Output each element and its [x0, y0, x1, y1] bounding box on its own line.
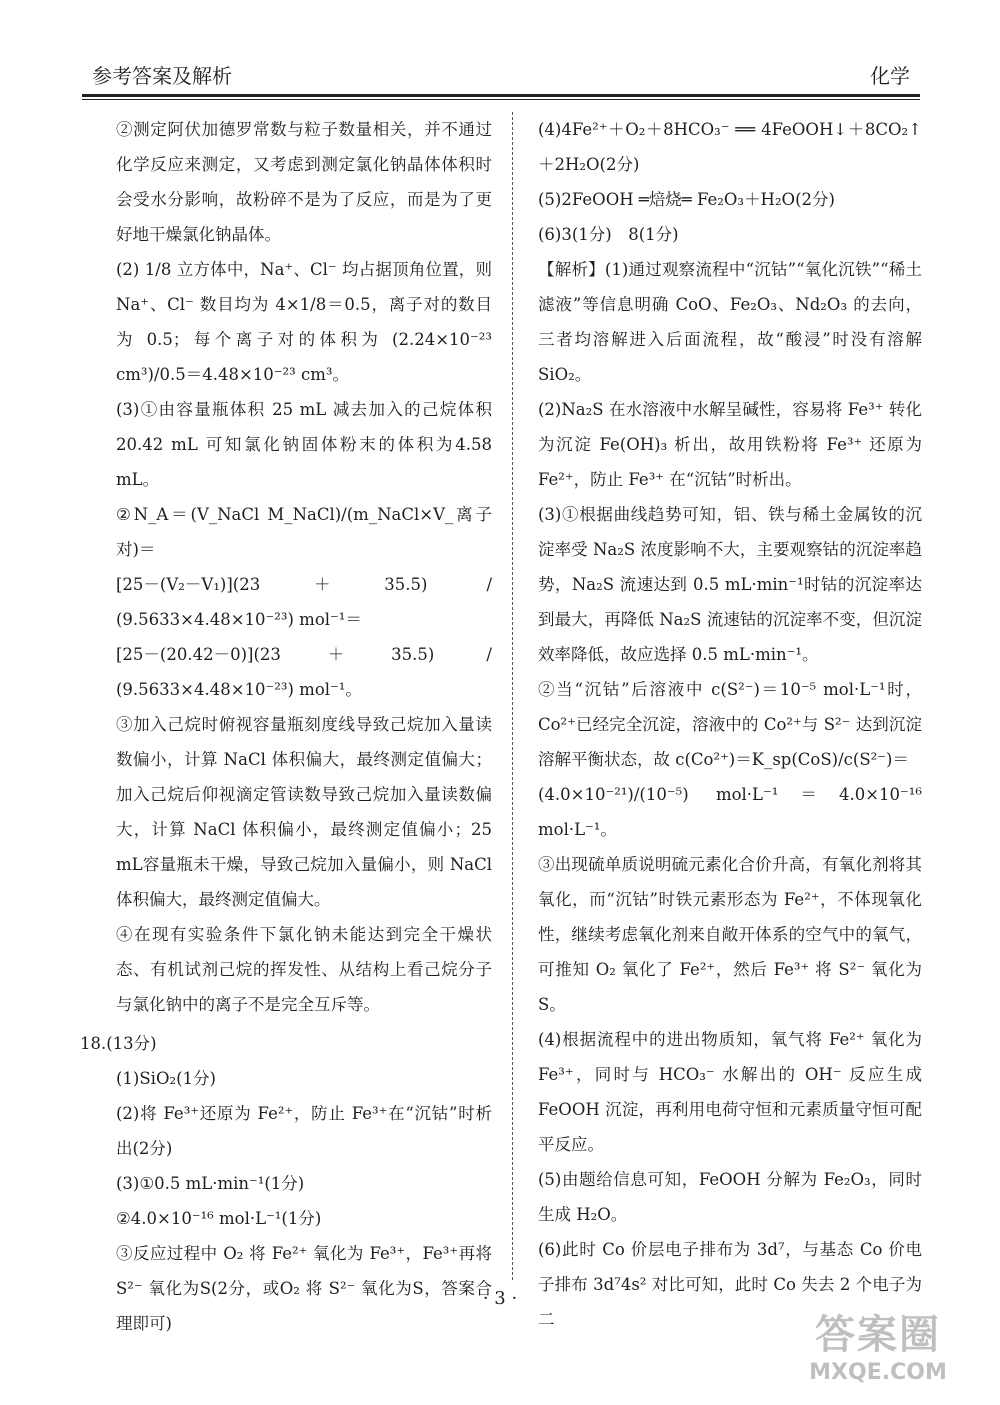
answer-item: ③反应过程中 O₂ 将 Fe²⁺ 氧化为 Fe³⁺，Fe³⁺再将 S²⁻ 氧化为S(2分，或O₂ 将 S²⁻ 氧化为S，答案合理即可) — [116, 1244, 492, 1333]
analysis-paragraph: ②当“沉钴”后溶液中 c(S²⁻)＝10⁻⁵ mol·L⁻¹时，Co²⁺已经完全沉淀，溶液中的 Co²⁺与 S²⁻ 达到沉淀溶解平衡状态，故 c(Co²⁺)＝K_sp(CoS)/c(S²⁻)＝ — [538, 680, 922, 769]
paragraph: ②测定阿伏加德罗常数与粒子数量相关，并不通过化学反应来测定，又考虑到测定氯化钠晶体体积时会受水分影响，故粉碎不是为了反应，而是为了更好地干燥氯化钠晶体。 — [116, 120, 492, 244]
header-subject: 化学 — [870, 64, 910, 88]
formula: [25－(V₂－V₁)](23＋35.5) / (9.5633×4.48×10⁻²³) mol⁻¹＝ — [116, 575, 492, 629]
analysis-paragraph: (4)根据流程中的进出物质知，氧气将 Fe²⁺ 氧化为 Fe³⁺，同时与 HCO₃⁻ 水解出的 OH⁻ 反应生成 FeOOH 沉淀，再利用电荷守恒和元素质量守恒可配平反应。 — [538, 1030, 922, 1154]
watermark-logo: 答案圈 — [815, 1312, 941, 1358]
formula: [25－(20.42－0)](23＋35.5) / (9.5633×4.48×10⁻²³) mol⁻¹。 — [116, 645, 492, 699]
answer-item: (6)3(1分) 8(1分) — [538, 225, 679, 244]
answer-item: ②4.0×10⁻¹⁶ mol·L⁻¹(1分) — [116, 1209, 322, 1228]
answer-item: (2)将 Fe³⁺还原为 Fe²⁺，防止 Fe³⁺在“沉钴”时析出(2分) — [116, 1104, 492, 1158]
answer-item: (4)4Fe²⁺＋O₂＋8HCO₃⁻ ══ 4FeOOH↓＋8CO₂↑＋2H₂O(2分) — [538, 120, 922, 174]
paragraph: ④在现有实验条件下氯化钠未能达到完全干燥状态、有机试剂己烷的挥发性、从结构上看己烷分子与氯化钠中的离子不是完全互斥等。 — [116, 925, 492, 1014]
question-heading: 18.(13分) — [80, 1034, 157, 1053]
analysis-paragraph: (5)由题给信息可知，FeOOH 分解为 Fe₂O₃，同时生成 H₂O。 — [538, 1170, 922, 1224]
paragraph: ③加入己烷时俯视容量瓶刻度线导致己烷加入量读数偏小，计算 NaCl 体积偏大，最终测定值偏大；加入己烷后仰视滴定管读数导致己烷加入量读数偏大，计算 NaCl 体积偏小，最终测定值偏小；25 mL容量瓶未干燥，导致己烷加入量偏小，则 NaCl 体积偏大，最终测定值偏大。 — [116, 715, 492, 909]
header-title: 参考答案及解析 — [92, 64, 232, 88]
paragraph: (3)①由容量瓶体积 25 mL 减去加入的己烷体积 20.42 mL 可知氯化钠固体粉末的体积为4.58 mL。 — [116, 400, 492, 489]
answer-item: (3)①0.5 mL·min⁻¹(1分) — [116, 1174, 305, 1193]
answer-item: (1)SiO₂(1分) — [116, 1069, 216, 1088]
analysis-paragraph: (2)Na₂S 在水溶液中水解呈碱性，容易将 Fe³⁺ 转化为沉淀 Fe(OH)₃ 析出，故用铁粉将 Fe³⁺ 还原为 Fe²⁺，防止 Fe³⁺ 在“沉钴”时析出。 — [538, 400, 922, 489]
formula: ②N_A＝(V_NaCl M_NaCl)/(m_NaCl×V_离子对)＝ — [116, 505, 492, 559]
answer-item: (5)2FeOOH ═焙烧═ Fe₂O₃＋H₂O(2分) — [538, 190, 835, 209]
left-column — [80, 112, 492, 1341]
paragraph: (2) 1/8 立方体中，Na⁺、Cl⁻ 均占据顶角位置，则 Na⁺、Cl⁻ 数目均为 4×1/8＝0.5，离子对的数目为 0.5；每个离子对的体积为 (2.24×10⁻²³ cm³)/0.5＝4.48×10⁻²³ cm³。 — [116, 260, 492, 384]
watermark — [778, 1303, 978, 1383]
watermark-url: MXQE.COM — [809, 1360, 947, 1385]
header-rule — [82, 94, 920, 97]
analysis-paragraph: ③出现硫单质说明硫元素化合价升高，有氧化剂将其氧化，而“沉钴”时铁元素形态为 Fe²⁺，不体现氧化性，继续考虑氧化剂来自敞开体系的空气中的氧气，可推知 O₂ 氧化了 Fe²⁺，然后 Fe³⁺ 将 S²⁻ 氧化为 S。 — [538, 855, 922, 1014]
page-number: · 3 · — [482, 1288, 518, 1309]
column-divider — [512, 112, 513, 1280]
right-column — [538, 112, 922, 1337]
page-header — [82, 58, 920, 94]
analysis-paragraph: (3)①根据曲线趋势可知，铝、铁与稀土金属钕的沉淀率受 Na₂S 浓度影响不大，主要观察钴的沉淀率趋势，Na₂S 流速达到 0.5 mL·min⁻¹时钴的沉淀率达到最大，再降低 Na₂S 流速钴的沉淀率不变，但沉淀效率降低，故应选择 0.5 mL·min⁻¹。 — [538, 505, 922, 664]
analysis-paragraph: 【解析】(1)通过观察流程中“沉钴”“氧化沉铁”“稀土滤液”等信息明确 CoO、Fe₂O₃、Nd₂O₃ 的去向，三者均溶解进入后面流程，故“酸浸”时没有溶解 SiO₂。 — [538, 260, 922, 384]
analysis-paragraph: (6)此时 Co 价层电子排布为 3d⁷，与基态 Co 价电子排布 3d⁷4s² 对比可知，此时 Co 失去 2 个电子为二 — [538, 1240, 922, 1329]
header-rule-thin — [82, 99, 920, 100]
formula: (4.0×10⁻²¹)/(10⁻⁵) mol·L⁻¹＝4.0×10⁻¹⁶ mol·L⁻¹。 — [538, 785, 922, 839]
